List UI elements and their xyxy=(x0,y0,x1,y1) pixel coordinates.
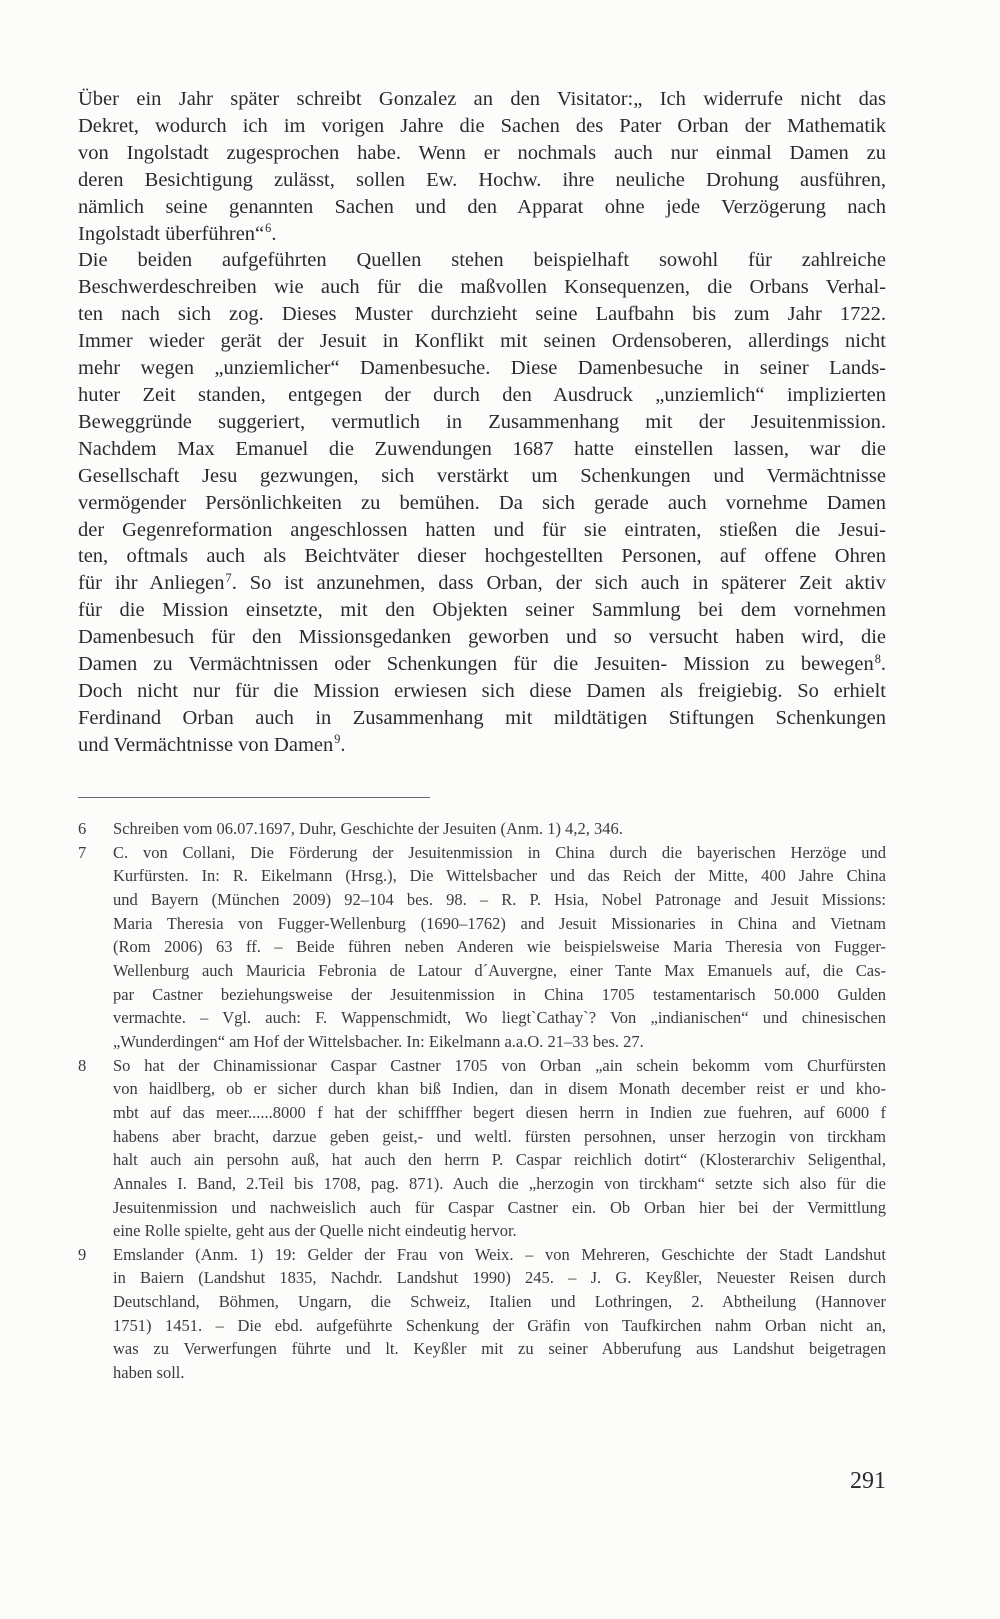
footnote xyxy=(78,817,886,841)
text-line xyxy=(78,597,886,624)
text-segment: für die Mission einsetzte, mit den Objekten seiner Sammlung bei dem vornehmen xyxy=(78,599,886,622)
body-text xyxy=(78,86,886,759)
text-line xyxy=(113,1314,886,1338)
text-line xyxy=(113,888,886,912)
text-line xyxy=(113,1172,886,1196)
footnote xyxy=(78,1054,886,1243)
text-line xyxy=(113,1077,886,1101)
text-segment: Emslander (Anm. 1) 19: Gelder der Frau von Weix. – von Mehreren, Geschichte der Stadt Landshut xyxy=(113,1244,886,1264)
text-line xyxy=(113,1148,886,1172)
page-number: 291 xyxy=(850,1468,886,1494)
text-line xyxy=(78,624,886,651)
footnote-reference: 7 xyxy=(225,570,232,585)
footnote-text xyxy=(113,817,886,841)
text-segment: Damen zu Vermächtnissen oder Schenkungen für die Jesuiten- Mission zu bewegen xyxy=(78,653,874,676)
paragraph xyxy=(78,86,886,247)
text-line xyxy=(78,221,886,248)
text-line xyxy=(78,517,886,544)
text-segment: C. von Collani, Die Förderung der Jesuitenmission in China durch die bayerischen Herzöge und xyxy=(113,842,886,862)
text-line xyxy=(78,86,886,113)
text-line xyxy=(113,1054,886,1078)
text-segment: mbt auf das meer......8000 f hat der schifffher begert diesen herrn in Indien zue fuehren, auf 6000 f xyxy=(113,1102,886,1122)
text-line xyxy=(78,301,886,328)
text-segment: ten, oftmals auch als Beichtväter dieser hochgestellten Personen, auf offene Ohren xyxy=(78,545,886,568)
text-segment: und Bayern (München 2009) 92–104 bes. 98. – R. P. Hsia, Nobel Patronage and Jesuit Missions: xyxy=(113,889,886,909)
text-segment: Kurfürsten. In: R. Eikelmann (Hrsg.), Die Wittelsbacher und das Reich der Mitte, 400 Jahre China xyxy=(113,866,886,886)
text-line xyxy=(113,1290,886,1314)
text-line xyxy=(113,983,886,1007)
text-line xyxy=(113,912,886,936)
text-segment: Schreiben vom 06.07.1697, Duhr, Geschichte der Jesuiten (Anm. 1) 4,2, 346. xyxy=(113,819,623,838)
text-segment: Jesuitenmission und nachweislich auch für Caspar Castner ein. Ob Orban hier bei der Vermittlung xyxy=(113,1197,886,1217)
text-line xyxy=(113,1006,886,1030)
text-segment: und Vermächtnisse von Damen xyxy=(78,733,334,756)
footnote-text xyxy=(113,1243,886,1385)
text-line xyxy=(78,732,886,759)
text-line xyxy=(78,651,886,678)
text-segment: Deutschland, Böhmen, Ungarn, die Schweiz, Italien und Lothringen, 2. Abtheilung (Hannover xyxy=(113,1292,886,1312)
footnote-reference: 9 xyxy=(334,732,341,747)
text-line xyxy=(78,463,886,490)
text-line xyxy=(78,436,886,463)
text-segment: . xyxy=(880,653,886,676)
text-segment: Damenbesuch für den Missionsgedanken geworben und so versucht haben wird, die xyxy=(78,626,886,649)
text-line xyxy=(113,1030,886,1054)
text-segment: in Baiern (Landshut 1835, Nachdr. Landshut 1990) 245. – J. G. Keyßler, Neuester Reisen durch xyxy=(113,1268,886,1288)
text-segment: Ferdinand Orban auch in Zusammenhang mit mildtätigen Stiftungen Schenkungen xyxy=(78,706,886,729)
text-line xyxy=(113,1219,886,1243)
text-line xyxy=(78,167,886,194)
text-line xyxy=(78,678,886,705)
text-segment: Ingolstadt überführen“ xyxy=(78,222,265,245)
text-segment: vermögender Persönlichkeiten zu bemühen. Da sich gerade auch vornehme Damen xyxy=(78,491,886,514)
text-line xyxy=(113,935,886,959)
footnote-text xyxy=(113,841,886,1054)
text-segment: Beschwerdeschreiben wie auch für die maßvollen Konsequenzen, die Orbans Verhal- xyxy=(78,276,886,299)
text-segment: Doch nicht nur für die Mission erwiesen sich diese Damen als freigiebig. So erhielt xyxy=(78,679,886,702)
footnote-text xyxy=(113,1054,886,1243)
text-line xyxy=(113,817,886,841)
text-segment: . So ist anzunehmen, dass Orban, der sich auch in späterer Zeit aktiv xyxy=(231,572,886,595)
footnote xyxy=(78,1243,886,1385)
footnote-number: 7 xyxy=(78,842,87,862)
text-segment: Die beiden aufgeführten Quellen stehen beispielhaft sowohl für zahlreiche xyxy=(78,249,886,272)
text-segment: „Wunderdingen“ am Hof der Wittelsbacher. In: Eikelmann a.a.O. 21–33 bes. 27. xyxy=(113,1031,644,1051)
footnotes xyxy=(78,817,886,1385)
text-line xyxy=(78,382,886,409)
text-segment: Annales I. Band, 2.Teil bis 1708, pag. 871). Auch die „herzogin von tirckham“ setzte sich also für die xyxy=(113,1173,886,1193)
text-segment: Wellenburg auch Mauricia Febronia de Latour d´Auvergne, einer Tante Max Emanuels auf, die Cas- xyxy=(113,960,886,980)
text-segment: mehr wegen „unziemlicher“ Damenbesuche. Diese Damenbesuche in seiner Lands- xyxy=(78,357,886,380)
text-segment: vermachte. – Vgl. auch: F. Wappenschmidt, Wo liegt`Cathay`? Von „indianischen“ und chinesischen xyxy=(113,1008,886,1028)
text-line xyxy=(78,355,886,382)
text-line xyxy=(113,1125,886,1149)
text-line xyxy=(78,247,886,274)
text-line xyxy=(78,570,886,597)
footnote-reference: 8 xyxy=(874,651,881,666)
text-segment: deren Besichtigung zulässt, sollen Ew. Hochw. ihre neuliche Drohung ausführen, xyxy=(78,168,886,191)
text-line xyxy=(78,140,886,167)
text-segment: 1751) 1451. – Die ebd. aufgeführte Schenkung der Gräfin von Taufkirchen nahm Orban nicht an, xyxy=(113,1315,886,1335)
text-line xyxy=(113,1243,886,1267)
text-segment: huter Zeit standen, entgegen der durch den Ausdruck „unziemlich“ implizierten xyxy=(78,383,886,406)
text-line xyxy=(78,328,886,355)
text-segment: par Castner beziehungsweise der Jesuitenmission in China 1705 testamentarisch 50.000 Gulden xyxy=(113,984,886,1004)
text-segment: von haidlberg, ob er sicher durch khan biß Indien, dan in disem Monath december reist er und kho- xyxy=(113,1079,886,1099)
text-line xyxy=(113,1196,886,1220)
text-line xyxy=(113,841,886,865)
footnote-separator xyxy=(78,797,430,798)
text-segment: ten nach sich zog. Dieses Muster durchzieht seine Laufbahn bis zum Jahr 1722. xyxy=(78,303,886,326)
text-segment: eine Rolle spielte, geht aus der Quelle nicht eindeutig hervor. xyxy=(113,1221,517,1241)
text-line xyxy=(78,490,886,517)
text-line xyxy=(78,543,886,570)
text-segment: (Rom 2006) 63 ff. – Beide führen neben Anderen wie beispielsweise Maria Theresia von Fugger- xyxy=(113,937,886,957)
text-line xyxy=(113,1361,886,1385)
text-segment: Dekret, wodurch ich im vorigen Jahre die Sachen des Pater Orban der Mathematik xyxy=(78,114,886,137)
text-segment: nämlich seine genannten Sachen und den Apparat ohne jede Verzögerung nach xyxy=(78,195,886,218)
text-segment: Immer wieder gerät der Jesuit in Konflikt mit seinen Ordensoberen, allerdings nicht xyxy=(78,330,886,353)
text-segment: . xyxy=(340,733,346,756)
footnote xyxy=(78,841,886,1054)
text-line xyxy=(78,409,886,436)
text-segment: für ihr Anliegen xyxy=(78,572,225,595)
text-segment: So hat der Chinamissionar Caspar Castner 1705 von Orban „ain schein bekomm vom Churfürsten xyxy=(113,1055,886,1075)
text-segment: Nachdem Max Emanuel die Zuwendungen 1687 hatte einstellen lassen, war die xyxy=(78,437,886,460)
footnote-number: 9 xyxy=(78,1244,87,1264)
text-line xyxy=(113,864,886,888)
text-line xyxy=(78,113,886,140)
footnote-number: 6 xyxy=(78,819,87,838)
text-segment: von Ingolstadt zugesprochen habe. Wenn er nochmals auch nur einmal Damen zu xyxy=(78,141,886,164)
footnote-number: 8 xyxy=(78,1055,87,1075)
text-line xyxy=(113,1337,886,1361)
text-segment: habens aber bracht, darzue geben geist,- und weltl. fürsten persohnen, unser herzogin von tirckham xyxy=(113,1126,886,1146)
text-line xyxy=(78,194,886,221)
text-segment: halt auch ain persohn auß, hat auch den herrn P. Caspar reichlich dotirt“ (Klosterarchiv Seligenthal, xyxy=(113,1150,886,1170)
text-segment: Beweggründe suggeriert, vermutlich in Zusammenhang mit der Jesuitenmission. xyxy=(78,410,886,433)
text-segment: Über ein Jahr später schreibt Gonzalez an den Visitator:„ Ich widerrufe nicht das xyxy=(78,88,886,110)
text-segment: . xyxy=(271,222,277,245)
paragraph xyxy=(78,247,886,758)
text-line xyxy=(113,959,886,983)
text-line xyxy=(78,705,886,732)
text-segment: haben soll. xyxy=(113,1363,185,1383)
text-line xyxy=(113,1101,886,1125)
footnote-reference: 6 xyxy=(265,221,272,236)
text-segment: Maria Theresia von Fugger-Wellenburg (1690–1762) and Jesuit Missionaries in China and Vietnam xyxy=(113,913,886,933)
text-line xyxy=(78,274,886,301)
text-line xyxy=(113,1266,886,1290)
text-segment: Gesellschaft Jesu gezwungen, sich verstärkt um Schenkungen und Vermächtnisse xyxy=(78,464,886,487)
text-segment: der Gegenreformation angeschlossen hatten und für sie eintraten, stießen die Jesui- xyxy=(78,518,886,541)
text-segment: was zu Verwerfungen führte und lt. Keyßler mit zu seiner Abberufung aus Landshut beigetragen xyxy=(113,1339,886,1359)
